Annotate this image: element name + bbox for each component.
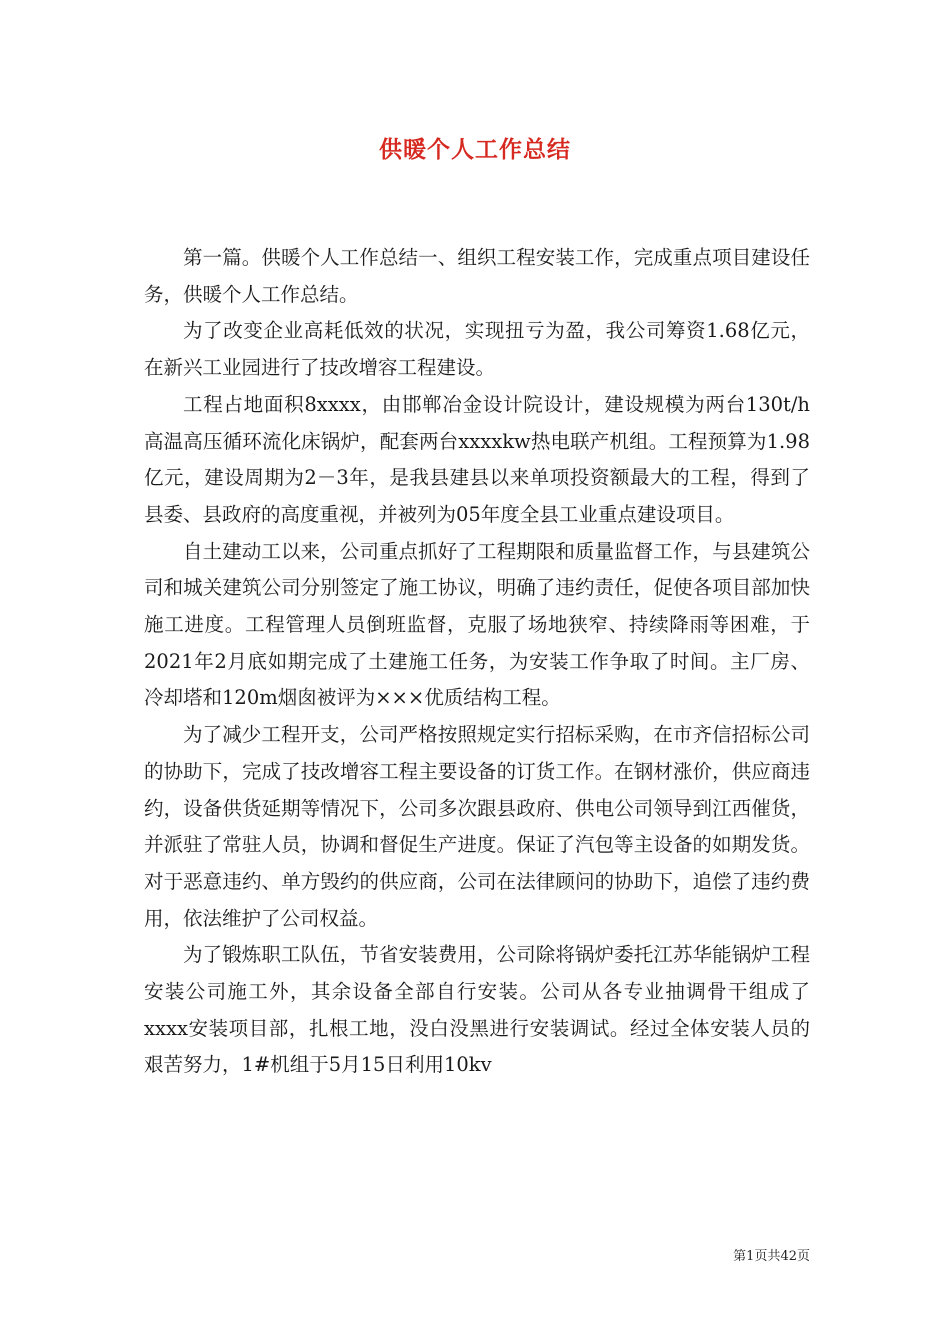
paragraph: 为了锻炼职工队伍，节省安装费用，公司除将锅炉委托江苏华能锅炉工程安装公司施工外，其余设备全部自行安装。公司从各专业抽调骨干组成了xxxx安装项目部，扎根工地，没白没黑进行安装调试。经过全体安装人员的艰苦努力，1#机组于5月15日利用10kv	[144, 943, 810, 1077]
paragraph: 为了减少工程开支，公司严格按照规定实行招标采购，在市齐信招标公司的协助下，完成了技改增容工程主要设备的订货工作。在钢材涨价，供应商违约，设备供货延期等情况下，公司多次跟县政府、供电公司领导到江西催货，并派驻了常驻人员，协调和督促生产进度。保证了汽包等主设备的如期发货。对于恶意违约、单方毁约的供应商，公司在法律顾问的协助下，追偿了违约费用，依法维护了公司权益。	[144, 723, 810, 930]
paragraph: 为了改变企业高耗低效的状况，实现扭亏为盈，我公司筹资1.68亿元，在新兴工业园进行了技改增容工程建设。	[144, 319, 810, 380]
document-title: 供暖个人工作总结	[379, 136, 571, 163]
paragraph: 第一篇。供暖个人工作总结一、组织工程安装工作，完成重点项目建设任务，供暖个人工作总结。	[144, 246, 810, 306]
page-number-footer: 第1页共42页	[733, 1249, 810, 1264]
document-body	[144, 240, 810, 1084]
paragraph: 工程占地面积8xxxx，由邯郸冶金设计院设计，建设规模为两台130t/h高温高压循环流化床锅炉，配套两台xxxxkw热电联产机组。工程预算为1.98亿元，建设周期为2－3年，是我县建县以来单项投资额最大的工程，得到了县委、县政府的高度重视，并被列为05年度全县工业重点建设项目。	[144, 392, 810, 526]
paragraph: 自土建动工以来，公司重点抓好了工程期限和质量监督工作，与县建筑公司和城关建筑公司分别签定了施工协议，明确了违约责任，促使各项目部加快施工进度。工程管理人员倒班监督，克服了场地狭窄、持续降雨等困难，于2021年2月底如期完成了土建施工任务，为安装工作争取了时间。主厂房、冷却塔和120m烟囱被评为×××优质结构工程。	[144, 539, 810, 710]
